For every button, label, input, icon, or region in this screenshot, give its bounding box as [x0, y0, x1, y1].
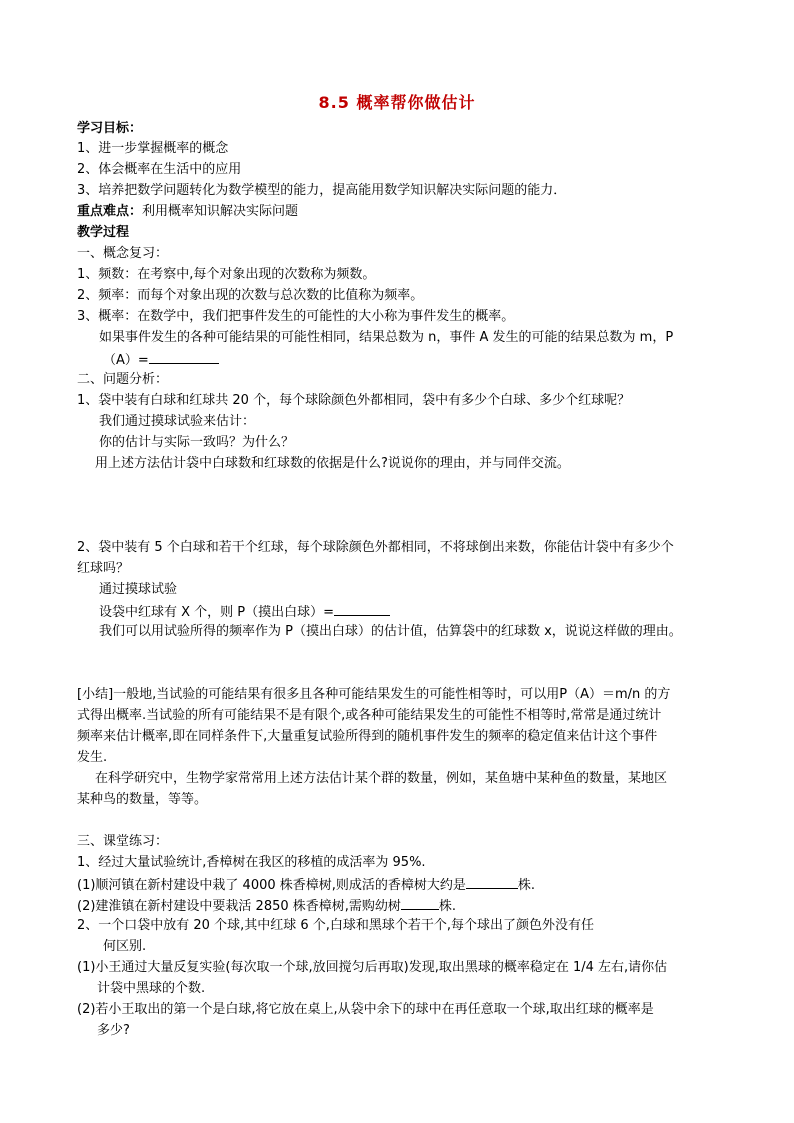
- practice-1-1-post: 株.: [517, 878, 536, 893]
- formula-text: （A）=: [103, 353, 149, 368]
- key-point-line: [77, 202, 298, 222]
- formula-line-2: [103, 349, 219, 371]
- summary-line-4: 发生.: [77, 750, 108, 765]
- question-1-line-a: 我们通过摸球试验来估计：: [99, 414, 256, 429]
- key-point-label: 重点难点：: [77, 204, 143, 219]
- practice-2-2-line-2: 多少?: [97, 1023, 130, 1038]
- summary-para2-line-2: 某种鸟的数量，等等。: [77, 792, 208, 807]
- practice-1-1-pre: (1)顺河镇在新村建设中栽了 4000 株香樟树,则成活的香樟树大约是: [77, 878, 466, 893]
- answer-blank[interactable]: [466, 874, 518, 889]
- review-item-1: 1、频数：在考察中,每个对象出现的次数称为频数。: [77, 267, 376, 282]
- practice-1: 1、经过大量试验统计,香樟树在我区的移植的成活率为 95%.: [77, 855, 426, 870]
- answer-blank[interactable]: [401, 895, 439, 910]
- process-heading: 教学过程: [77, 225, 130, 240]
- question-2-line-c: 我们可以用试验所得的频率作为 P（摸出白球）的估计值，估算袋中的红球数 x，说说这样做的理由。: [99, 624, 682, 639]
- practice-2-line-2: 何区别.: [103, 939, 147, 954]
- question-2-line-b: [99, 601, 390, 623]
- goal-item-1: 1、进一步掌握概率的概念: [77, 141, 229, 156]
- goals-heading: 学习目标：: [77, 121, 143, 136]
- formula-line-1: 如果事件发生的各种可能结果的可能性相同，结果总数为 n，事件 A 发生的可能的结果总数为 m，P: [99, 330, 674, 345]
- review-heading: 一、概念复习：: [77, 246, 169, 261]
- question-1-line-b: 你的估计与实际一致吗？为什么？: [99, 435, 295, 450]
- review-item-3: 3、概率：在数学中，我们把事件发生的可能性的大小称为事件发生的概率。: [77, 309, 515, 324]
- question-1: 1、袋中装有白球和红球共 20 个，每个球除颜色外都相同，袋中有多少个白球、多少个红球呢？: [77, 393, 631, 408]
- summary-line-2: 式得出概率.当试验的所有可能结果不是有限个,或各种可能结果发生的可能性不相等时,常常是通过统计: [77, 708, 662, 723]
- practice-1-2: [77, 895, 456, 917]
- practice-1-2-pre: (2)建淮镇在新村建设中要栽活 2850 株香樟树,需购幼树: [77, 899, 401, 914]
- page-title: 8.5 概率帮你做估计: [318, 93, 476, 112]
- summary-para2-line-1: 在科学研究中，生物学家常常用上述方法估计某个群的数量，例如，某鱼塘中某种鱼的数量，某地区: [95, 771, 668, 786]
- key-point-text: 利用概率知识解决实际问题: [142, 204, 299, 219]
- practice-2-line-1: 2、一个口袋中放有 20 个球,其中红球 6 个,白球和黑球个若干个,每个球出了颜色外没有任: [77, 918, 595, 933]
- question-2-line-2: 红球吗？: [77, 561, 130, 576]
- answer-blank[interactable]: [334, 601, 390, 616]
- practice-1-2-post: 株.: [438, 899, 457, 914]
- practice-2-1-line-1: (1)小王通过大量反复实验(每次取一个球,放回搅匀后再取)发现,取出黑球的概率稳定在 1/4 左右,请你估: [77, 960, 668, 975]
- practice-heading: 三、课堂练习：: [77, 834, 169, 849]
- summary-line-1: [小结]一般地,当试验的可能结果有很多且各种可能结果发生的可能性相等时，可以用P（A）＝m/n 的方: [77, 687, 671, 702]
- question-1-line-c: 用上述方法估计袋中白球数和红球数的依据是什么?说说你的理由，并与同伴交流。: [95, 456, 570, 471]
- goal-item-3: 3、培养把数学问题转化为数学模型的能力，提高能用数学知识解决实际问题的能力．: [77, 183, 567, 198]
- question-2-line-a: 通过摸球试验: [99, 582, 178, 597]
- practice-2-1-line-2: 计袋中黑球的个数.: [97, 981, 206, 996]
- analysis-heading: 二、问题分析：: [77, 372, 169, 387]
- answer-blank[interactable]: [149, 349, 219, 364]
- practice-1-1: [77, 874, 535, 896]
- practice-2-2-line-1: (2)若小王取出的第一个是白球,将它放在桌上,从袋中余下的球中在再任意取一个球,取出红球的概率是: [77, 1002, 654, 1017]
- review-item-2: 2、频率：而每个对象出现的次数与总次数的比值称为频率。: [77, 288, 424, 303]
- question-2-b-text: 设袋中红球有 X 个，则 P（摸出白球）=: [99, 605, 335, 620]
- question-2-line-1: 2、袋中装有 5 个白球和若干个红球，每个球除颜色外都相同，不将球倒出来数，你能估计袋中有多少个: [77, 540, 674, 555]
- goal-item-2: 2、体会概率在生活中的应用: [77, 162, 242, 177]
- summary-line-3: 频率来估计概率,即在同样条件下,大量重复试验所得到的随机事件发生的频率的稳定值来估计这个事件: [77, 729, 658, 744]
